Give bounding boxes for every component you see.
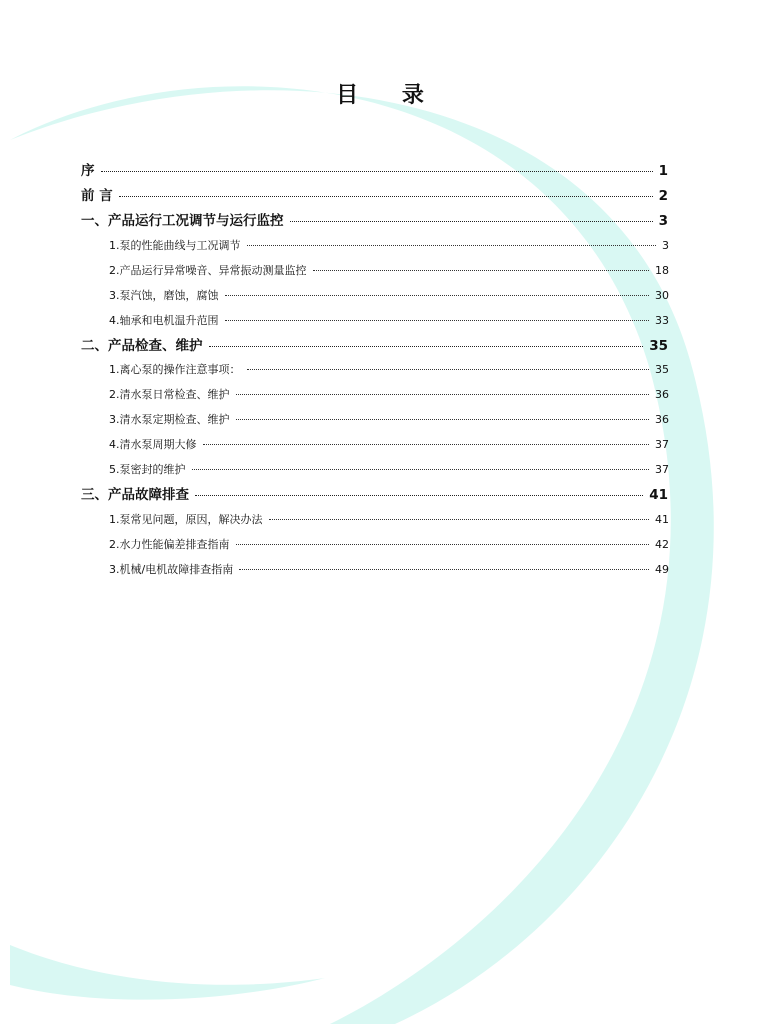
toc-entry-label: 3.机械/电机故障排查指南 <box>109 563 234 576</box>
toc-entry-page: 18 <box>655 264 669 277</box>
toc-entry-label: 一、产品运行工况调节与运行监控 <box>81 213 284 229</box>
toc-entry-label: 1.离心泵的操作注意事项： <box>109 363 241 376</box>
toc-entry-label: 序 <box>81 163 95 179</box>
toc-entry-preface[interactable] <box>81 159 668 179</box>
toc-entry-page: 49 <box>655 563 669 576</box>
dot-leader <box>209 346 644 347</box>
toc-entry-page: 33 <box>655 314 669 327</box>
dot-leader <box>203 444 650 445</box>
toc-entry-section[interactable] <box>109 312 669 328</box>
toc-entry-section[interactable] <box>109 461 669 477</box>
toc-entry-label: 1.泵的性能曲线与工况调节 <box>109 239 241 252</box>
toc-entry-label: 5.泵密封的维护 <box>109 463 186 476</box>
toc-entry-page: 42 <box>655 538 669 551</box>
toc-entry-page: 37 <box>655 438 669 451</box>
toc-entry-label: 2.水力性能偏差排查指南 <box>109 538 230 551</box>
toc-entry-label: 2.清水泵日常检查、维护 <box>109 388 230 401</box>
dot-leader <box>119 196 653 197</box>
toc-entry-page: 37 <box>655 463 669 476</box>
dot-leader <box>101 171 653 172</box>
page-title: 目 录 <box>336 83 442 108</box>
toc-entry-page: 41 <box>649 487 668 503</box>
dot-leader <box>192 469 650 470</box>
toc-entry-label: 4.轴承和电机温升范围 <box>109 314 219 327</box>
toc-entry-label: 2.产品运行异常噪音、异常振动测量监控 <box>109 264 307 277</box>
dot-leader <box>236 394 650 395</box>
dot-leader <box>269 519 650 520</box>
toc-entry-page: 36 <box>655 388 669 401</box>
toc-entry-label: 4.清水泵周期大修 <box>109 438 197 451</box>
dot-leader <box>236 544 650 545</box>
toc-entry-label: 前 言 <box>81 188 113 204</box>
toc-entry-page: 35 <box>649 338 668 354</box>
toc-entry-page: 30 <box>655 289 669 302</box>
toc-entry-chapter-3[interactable] <box>81 483 668 503</box>
toc-entry-page: 36 <box>655 413 669 426</box>
toc-entry-section[interactable] <box>109 287 669 303</box>
toc-entry-page: 3 <box>658 213 668 229</box>
toc-entry-foreword[interactable] <box>81 184 668 204</box>
toc-entry-page: 3 <box>662 239 669 252</box>
toc-entry-page: 41 <box>655 513 669 526</box>
dot-leader <box>225 320 650 321</box>
toc-entry-chapter-2[interactable] <box>81 334 668 354</box>
toc-entry-section[interactable] <box>109 262 669 278</box>
toc-entry-label: 二、产品检查、维护 <box>81 338 203 354</box>
toc-entry-label: 3.清水泵定期检查、维护 <box>109 413 230 426</box>
dot-leader <box>290 221 653 222</box>
toc-entry-section[interactable] <box>109 561 669 577</box>
toc-entry-section[interactable] <box>109 511 669 527</box>
dot-leader <box>247 245 657 246</box>
toc-entry-section[interactable] <box>109 237 669 253</box>
toc-entry-section[interactable] <box>109 436 669 452</box>
toc-entry-section[interactable] <box>109 361 669 377</box>
dot-leader <box>247 369 650 370</box>
toc-entry-section[interactable] <box>109 386 669 402</box>
toc-entry-chapter-1[interactable] <box>81 209 668 229</box>
toc-entry-page: 2 <box>658 188 668 204</box>
toc-entry-section[interactable] <box>109 411 669 427</box>
toc-entry-page: 1 <box>658 163 668 179</box>
dot-leader <box>313 270 650 271</box>
toc-entry-section[interactable] <box>109 536 669 552</box>
dot-leader <box>236 419 650 420</box>
toc-entry-label: 三、产品故障排查 <box>81 487 189 503</box>
toc-entry-page: 35 <box>655 363 669 376</box>
dot-leader <box>195 495 643 496</box>
dot-leader <box>225 295 650 296</box>
dot-leader <box>239 569 649 570</box>
toc-entry-label: 3.泵汽蚀，磨蚀，腐蚀 <box>109 289 219 302</box>
toc-entry-label: 1.泵常见问题，原因，解决办法 <box>109 513 263 526</box>
